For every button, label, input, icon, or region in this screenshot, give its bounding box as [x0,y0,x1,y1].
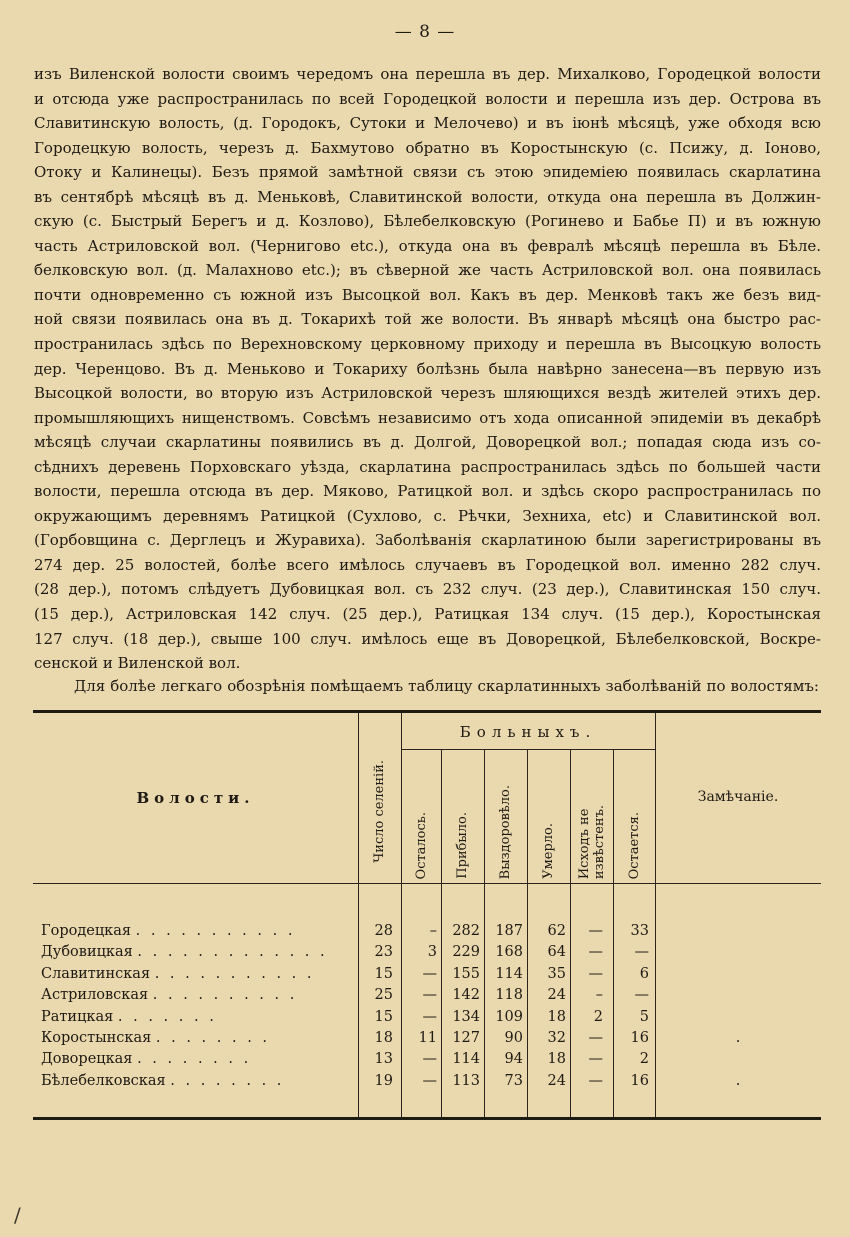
cell-unknown: — [588,944,603,961]
leader-dots: . . . . . . . . . . . . . [137,944,328,961]
cell-arrived: 282 [452,923,480,939]
cell-unknown: — [588,1029,603,1046]
volost-name [41,921,353,942]
text-line: (15 дер.), Астриловская 142 случ. (25 дер.), Ратицкая 134 случ. (15 дер.), Коростынская [34,605,821,624]
cell-died: 24 [547,987,566,1004]
volost-label: Доворецкая [41,1051,133,1068]
cell-villages: 25 [374,987,393,1004]
cell-arrived: 155 [452,965,480,982]
cell-recovered: 109 [495,1008,523,1025]
leader-dots: . . . . . . . [117,1008,217,1025]
text-line: мѣсяцѣ случаи скарлатины появились въ д. Долгой, Доворецкой вол.; попадая сюда изъ со- [34,433,821,452]
volost-label: Астриловская [41,987,149,1004]
cell-remained: — [422,987,437,1004]
cell-remains: 16 [630,1072,649,1089]
cell-remains: 2 [639,1051,649,1068]
cell-unknown: — [588,923,603,939]
cell-villages: 15 [374,965,393,982]
volost-label: Славитинская [41,965,151,982]
cell-died: 64 [547,944,566,961]
cell-unknown: 2 [593,1008,603,1025]
text-line: 274 дер. 25 волостей, болѣе всего имѣлось случаевъ въ Городецкой вол. именно 282 случ. [34,555,821,574]
text-line: волости, перешла отсюда въ дер. Мяково, Ратицкой вол. и здѣсь скоро распространилась по [34,482,821,501]
text-line: дер. Черенцово. Въ д. Меньково и Токариху болѣзнь была навѣрно занесена—въ первую изъ [34,359,821,378]
text-line: (28 дер.), потомъ слѣдуетъ Дубовицкая вол. съ 232 случ. (23 дер.), Славитинская 150 случ. [34,580,821,599]
volost-label: Бѣлебелковская [41,1072,166,1089]
leader-dots: . . . . . . . . . . . [154,965,315,982]
text-line: Высоцкой волости, во вторую изъ Астриловской черезъ шляющихся вездѣ жителей этихъ дер. [34,384,821,403]
cell-recovered: 73 [504,1072,523,1089]
header-remains: Остается. [626,811,642,879]
leader-dots: . . . . . . . . [137,1051,252,1068]
volost-label: Дубовицкая [41,944,133,961]
cell-unknown: — [588,1072,603,1089]
header-volosti: Волости. [136,789,255,807]
leader-dots: . . . . . . . . . . [152,987,298,1004]
cell-villages: 28 [374,923,393,939]
volost-name [41,1007,353,1028]
text-line: часть Астриловской вол. (Чернигово etc.), откуда она въ февралѣ мѣсяцѣ перешла въ Бѣле. [34,236,821,255]
text-line: 127 случ. (18 дер.), свыше 100 случ. имѣлось еще въ Доворецкой, Бѣлебелковской, Воскре- [34,629,821,648]
cell-recovered: 118 [495,987,523,1004]
table-row [33,1007,821,1028]
table-row [33,1028,821,1049]
text-line: скую (с. Быстрый Берегъ и д. Козлово), Бѣлебелковскую (Рогинево и Бабье П) и въ южную [34,212,821,231]
cell-remained: — [422,1008,437,1025]
cell-remains: 33 [630,923,649,939]
header-villages: Число селеній. [372,760,387,863]
text-line: ной связи появилась она въ д. Токарихѣ той же волости. Въ январѣ мѣсяцѣ она быстро рас- [34,310,821,329]
table-row [33,921,821,942]
cell-recovered: 90 [504,1029,523,1046]
table-row [33,1049,821,1070]
cell-recovered: 187 [495,923,523,939]
table-body [33,921,821,1092]
header-remained: Осталось. [413,811,429,879]
header-unknown: Исходъ не извѣстенъ. [576,804,607,879]
cell-arrived: 134 [452,1008,480,1025]
cell-remained: — [422,1051,437,1068]
cell-arrived: 142 [452,987,480,1004]
volost-label: Городецкая [41,923,132,939]
table-row [33,964,821,985]
cell-died: 18 [547,1008,566,1025]
volost-label: Коростынская [41,1029,152,1046]
volost-name [41,1049,353,1070]
leader-dots: . . . . . . . . . . . [135,923,296,939]
text-line: белковскую вол. (д. Малахново etc.); въ сѣверной же часть Астриловской вол. она появилась [34,261,821,280]
cell-remained: — [422,965,437,982]
table-row [33,985,821,1006]
cell-died: 24 [547,1072,566,1089]
text-line: (Горбовщина с. Дерглецъ и Журавиха). Заболѣванія скарлатиною были зарегистрированы въ [34,531,821,550]
text-line: сѣднихъ деревень Порховскаго уѣзда, скарлатина распространилась здѣсь по большей части [34,457,821,476]
cell-villages: 23 [374,944,393,961]
cell-villages: 18 [374,1029,393,1046]
cell-remained: 11 [418,1029,437,1046]
scarlatina-table [33,710,821,1120]
cell-arrived: 113 [452,1072,480,1089]
cell-recovered: 94 [504,1051,523,1068]
leader-dots: . . . . . . . . [170,1072,285,1089]
cell-remains: 16 [630,1029,649,1046]
volost-label: Ратицкая [41,1008,114,1025]
text-line: сенской и Виленской вол. [34,654,241,673]
volost-name [41,1071,353,1092]
body-paragraph [34,62,821,676]
cell-remains: 5 [639,1008,649,1025]
cell-arrived: 229 [452,944,480,961]
text-line: изъ Виленской волости своимъ чередомъ она перешла въ дер. Михалково, Городецкой волости [34,65,821,83]
text-line: Городецкую волость, черезъ д. Бахмутово обратно въ Коростынскую (с. Псижу, д. Іоново, [34,138,821,157]
leader-dots: . . . . . . . . [155,1029,271,1046]
header-arrived: Прибыло. [455,812,470,879]
volost-name [41,942,353,963]
table-row [33,1071,821,1092]
text-line: окружающимъ деревнямъ Ратицкой (Сухлово, с. Рѣчки, Зехниха, etc) и Славитинской вол. [34,506,821,525]
cell-remained: 3 [427,944,437,961]
cell-unknown: — [588,965,603,982]
cell-unknown: — [588,1051,603,1068]
cell-died: 62 [547,923,566,939]
header-bolnykh: Больныхъ. [459,723,597,741]
cell-villages: 13 [374,1051,393,1068]
volost-name [41,1028,353,1049]
text-line: пространилась здѣсь по Верехновскому церковному приходу и перешла въ Высоцкую волость [34,335,821,354]
cell-villages: 15 [374,1008,393,1025]
cell-arrived: 114 [452,1051,480,1068]
cell-died: 32 [547,1029,566,1046]
header-recovered: Выздоровѣло. [498,784,513,879]
cell-remains: 6 [639,965,649,982]
table-intro: Для болѣе легкаго обозрѣнія помѣщаемъ таблицу скарлатинныхъ заболѣваній по волостямъ: [74,677,819,695]
text-line: и отсюда уже распространилась по всей Городецкой волости и перешла изъ дер. Острова въ [34,89,821,108]
volost-name [41,964,353,985]
page-number: — 8 — [394,22,456,42]
volost-name [41,985,353,1006]
cell-villages: 19 [374,1072,393,1089]
text-line: почти одновременно съ южной изъ Высоцкой вол. Какъ въ дер. Менковѣ такъ же безъ вид- [34,285,821,304]
cell-remains: — [634,944,649,961]
header-remark: Замѣчаніе. [697,789,779,805]
table-row [33,942,821,963]
text-line: въ сентябрѣ мѣсяцѣ въ д. Меньковѣ, Славитинской волости, откуда она перешла въ Должин- [34,187,821,206]
cell-recovered: 168 [495,944,523,961]
cell-unknown: – [595,987,603,1004]
cell-remark: . [735,1029,741,1046]
cell-arrived: 127 [452,1029,480,1046]
header-rule [33,883,821,884]
text-line: Отоку и Калинецы). Безъ прямой замѣтной связи съ этою эпидеміею появилась скарлатина [34,163,821,182]
margin-mark: / [14,1203,21,1227]
cell-died: 35 [547,965,566,982]
header-died: Умерло. [541,823,556,879]
cell-recovered: 114 [495,965,523,982]
cell-remark: . [735,1072,741,1089]
cell-remained: — [422,1072,437,1089]
cell-died: 18 [547,1051,566,1068]
cell-remained: – [429,923,437,939]
cell-remains: — [634,987,649,1004]
text-line: Славитинскую волость, (д. Городокъ, Сутоки и Мелочево) и въ іюнѣ мѣсяцѣ, уже обходя всю [34,114,821,133]
text-line: промышляющихъ нищенствомъ. Совсѣмъ независимо отъ хода описанной эпидеміи въ декабрѣ [34,408,821,427]
